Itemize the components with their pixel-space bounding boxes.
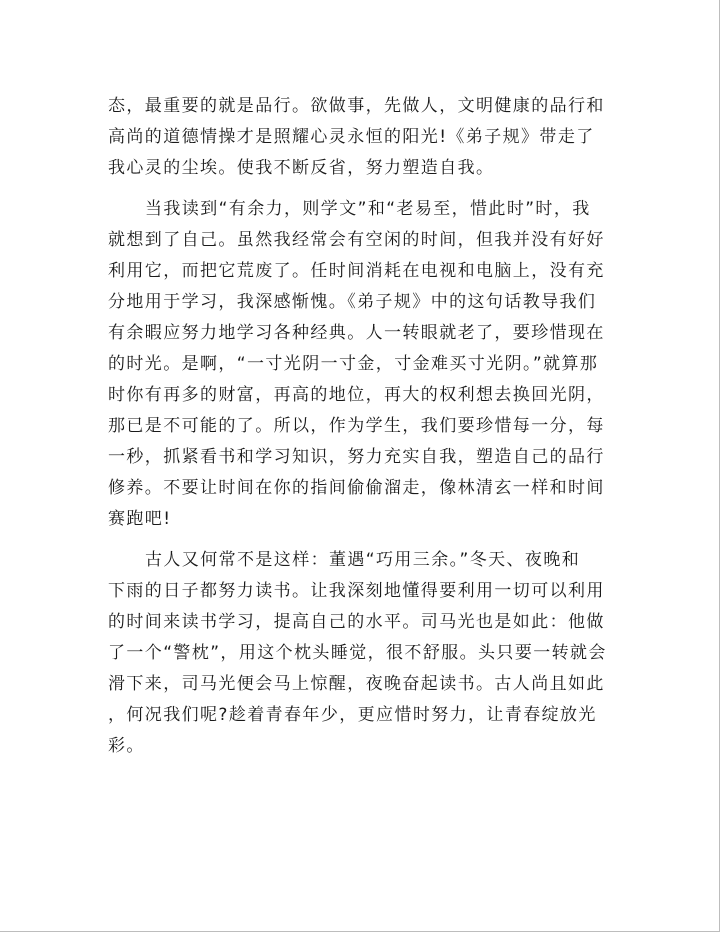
paragraph-1 [108, 91, 608, 184]
text-line: 有余暇应努力地学习各种经典。人一转眼就老了，要珍惜现在 [108, 323, 605, 343]
document-body [108, 91, 608, 762]
text-line: 的时光。是啊，“一寸光阴一寸金，寸金难买寸光阴。”就算那 [108, 354, 599, 374]
text-line: 高尚的道德情操才是照耀心灵永恒的阳光!《弟子规》带走了 [108, 127, 595, 147]
text-line: 彩。 [108, 736, 145, 756]
text-line: 当我读到“有余力，则学文”和“老易至，惜此时”时，我 [145, 199, 591, 219]
paragraph-2 [108, 194, 608, 535]
text-line: ，何况我们呢?趁着青春年少，更应惜时努力，让青春绽放光 [108, 705, 597, 725]
text-line: 利用它，而把它荒废了。任时间消耗在电视和电脑上，没有充 [108, 261, 605, 281]
text-line: 古人又何常不是这样：董遇“巧用三余。”冬天、夜晚和 [145, 550, 581, 570]
text-line: 我心灵的尘埃。使我不断反省，努力塑造自我。 [108, 158, 495, 178]
paragraph-3 [108, 545, 608, 762]
text-line: 滑下来，司马光便会马上惊醒，夜晚奋起读书。古人尚且如此 [108, 674, 605, 694]
text-line: 一秒，抓紧看书和学习知识，努力充实自我，塑造自己的品行 [108, 447, 605, 467]
text-line: 态，最重要的就是品行。欲做事，先做人，文明健康的品行和 [108, 96, 605, 116]
text-line: 下雨的日子都努力读书。让我深刻地懂得要利用一切可以利用 [108, 581, 605, 601]
text-line: 就想到了自己。虽然我经常会有空闲的时间，但我并没有好好 [108, 230, 605, 250]
text-line: 的时间来读书学习，提高自己的水平。司马光也是如此：他做 [108, 612, 605, 632]
text-line: 修养。不要让时间在你的指间偷偷溜走，像林清玄一样和时间 [108, 478, 605, 498]
text-line: 赛跑吧! [108, 509, 172, 529]
text-line: 了一个“警枕”，用这个枕头睡觉，很不舒服。头只要一转就会 [108, 643, 607, 663]
text-line: 时你有再多的财富，再高的地位，再大的权利想去换回光阴， [108, 385, 605, 405]
text-line: 那已是不可能的了。所以，作为学生，我们要珍惜每一分，每 [108, 416, 605, 436]
text-line: 分地用于学习，我深感惭愧。《弟子规》中的这句话教导我们 [108, 292, 597, 312]
